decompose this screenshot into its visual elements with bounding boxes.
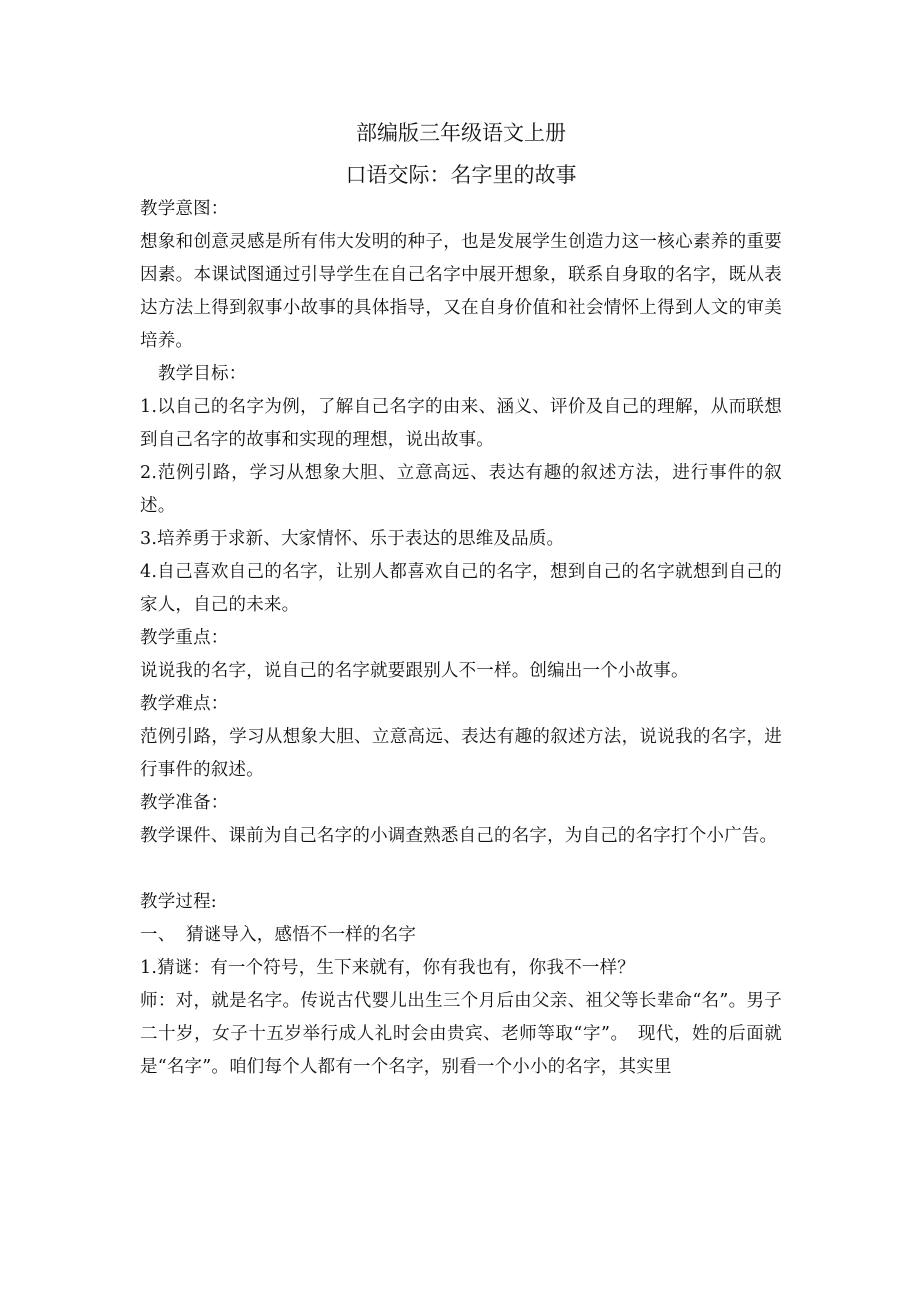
blank-line (140, 853, 782, 886)
riddle-text: 1.猜谜：有一个符号，生下来就有，你有我也有，你我不一样？ (140, 958, 635, 978)
key-points-heading: 教学重点： (140, 628, 229, 648)
goal-item-1: 1.以自己的名字为例，了解自己名字的由来、涵义、评价及自己的理解，从而联想到自己名字的故事和实现的理想，说出故事。 (140, 397, 782, 450)
difficulty-heading: 教学难点： (140, 694, 229, 714)
key-points-text: 说说我的名字，说自己的名字就要跟别人不一样。创编出一个小故事。 (140, 661, 689, 681)
intent-text: 想象和创意灵感是所有伟大发明的种子，也是发展学生创造力这一核心素养的重要因素。本课试图通过引导学生在自己名字中展开想象，联系自身取的名字，既从表达方法上得到叙事小故事的具体指导，又在自身价值和社会情怀上得到人文的审美培养。 (140, 232, 782, 351)
goal-item-3: 3.培养勇于求新、大家情怀、乐于表达的思维及品质。 (140, 529, 565, 549)
section-1-title: 猜谜导入，感悟不一样的名字 (186, 925, 417, 945)
intent-heading: 教学意图： (140, 199, 229, 219)
goals-heading: 教学目标： (158, 364, 247, 384)
section-1-heading (140, 919, 782, 952)
goal-item-2: 2.范例引路，学习从想象大胆、立意高远、表达有趣的叙述方法，进行事件的叙述。 (140, 463, 782, 516)
preparation-text: 教学课件、课前为自己名字的小调查熟悉自己的名字，为自己的名字打个小广告。 (140, 826, 778, 846)
section-1-number: 一、 (140, 925, 176, 945)
teacher-text: 师：对，就是名字。传说古代婴儿出生三个月后由父亲、祖父等长辈命“名”。男子二十岁，女子十五岁举行成人礼时会由贵宾、老师等取“字”。 现代，姓的后面就是“名字”。咱们每个人都有一个名字，别看一个小小的名字，其实里 (140, 991, 782, 1077)
difficulty-text: 范例引路，学习从想象大胆、立意高远、表达有趣的叙述方法，说说我的名字，进行事件的叙述。 (140, 727, 782, 780)
process-heading: 教学过程: (140, 892, 217, 912)
document-subtitle: 口语交际：名字里的故事 (345, 163, 577, 187)
preparation-heading: 教学准备： (140, 793, 229, 813)
goal-item-4: 4.自己喜欢自己的名字，让别人都喜欢自己的名字，想到自己的名字就想到自己的家人，自己的未来。 (140, 562, 782, 615)
document-page (140, 118, 782, 1084)
document-title: 部编版三年级语文上册 (356, 121, 566, 145)
